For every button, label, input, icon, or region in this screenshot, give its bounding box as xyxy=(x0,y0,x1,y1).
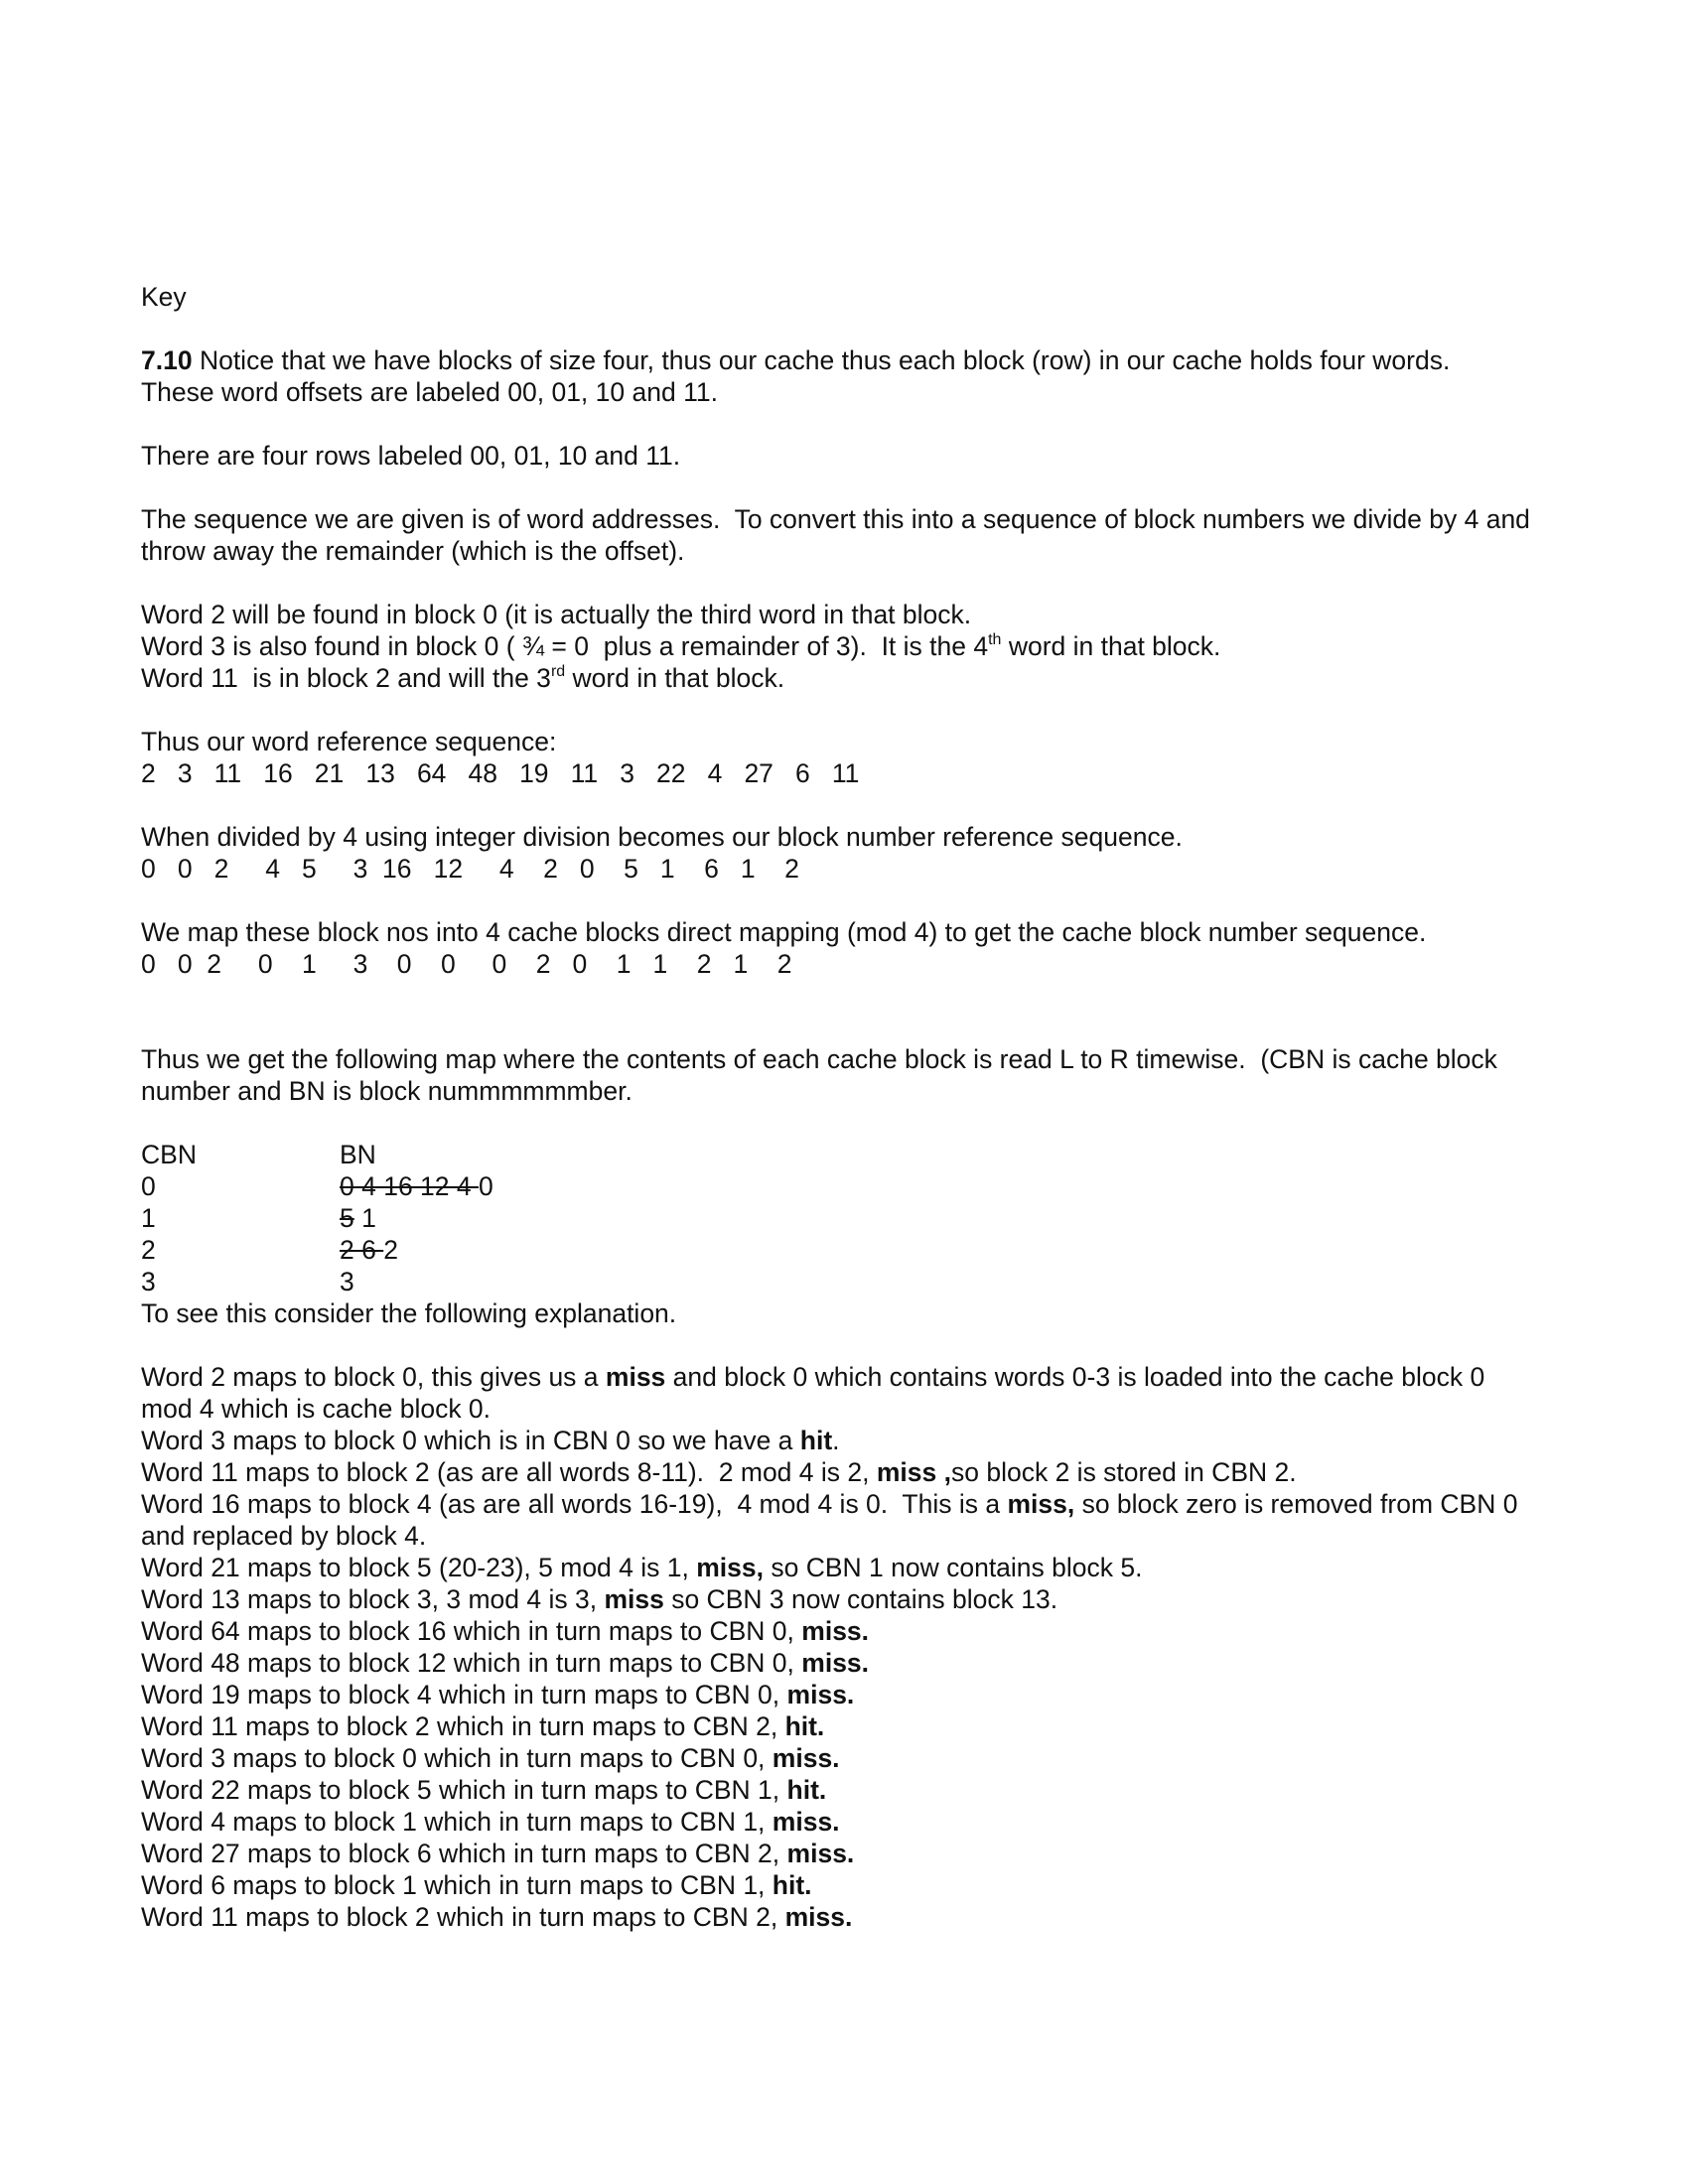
explanation-line xyxy=(141,1456,1531,1488)
map-intro: Thus we get the following map where the contents of each cache block is read L to R timewise. (CBN is cache block number and BN is block nummmmmmber. xyxy=(141,1044,1505,1106)
explanation-text-tail: so CBN 3 now contains block 13. xyxy=(663,1584,1058,1614)
word-3-example xyxy=(141,630,1531,662)
explanation-result: miss. xyxy=(772,1743,840,1773)
explanation-text: Word 13 maps to block 3, 3 mod 4 is 3, xyxy=(141,1584,605,1614)
explanation-line xyxy=(141,1425,1531,1456)
explanation-text: Word 16 maps to block 4 (as are all words 16-19), 4 mod 4 is 0. This is a xyxy=(141,1489,1008,1519)
map-row xyxy=(141,1202,1531,1234)
explanation-line xyxy=(141,1838,1531,1869)
explanation-result: hit. xyxy=(784,1711,825,1741)
rows-text: There are four rows labeled 00, 01, 10 and 11. xyxy=(141,441,681,471)
map-row-current: 3 xyxy=(340,1267,354,1297)
map-row-struck: 2 6 xyxy=(340,1235,384,1265)
map-row xyxy=(141,1170,1531,1202)
map-row xyxy=(141,1234,1531,1266)
explanation-text: Word 27 maps to block 6 which in turn maps to CBN 2, xyxy=(141,1839,787,1868)
explanation-text-tail: . xyxy=(832,1426,840,1455)
explanation-text-tail: so block zero is removed from CBN 0 and replaced by block 4. xyxy=(141,1489,1525,1551)
explanation-text-tail: and block 0 which contains words 0-3 is loaded into the cache block 0 mod 4 which is cache block 0. xyxy=(141,1362,1492,1424)
explanation-result: miss. xyxy=(772,1807,840,1837)
explanation-line xyxy=(141,1901,1531,1933)
explanation-result: hit. xyxy=(772,1870,812,1900)
explanation-result: miss. xyxy=(786,1680,855,1709)
word-2-example: Word 2 will be found in block 0 (it is actually the third word in that block. xyxy=(141,600,972,629)
explanation-text: Word 11 maps to block 2 which in turn maps to CBN 2, xyxy=(141,1711,785,1741)
map-row-bn xyxy=(340,1234,1531,1266)
map-header-cbn: CBN xyxy=(141,1140,197,1169)
explanation-line xyxy=(141,1869,1531,1901)
word-3-text-b: word in that block. xyxy=(1001,631,1221,661)
explanation-result: miss. xyxy=(784,1902,853,1932)
word-11-text-b: word in that block. xyxy=(565,663,785,693)
explanation-text: Word 22 maps to block 5 which in turn maps to CBN 1, xyxy=(141,1775,787,1805)
explanation-line xyxy=(141,1679,1531,1710)
explanation-result: miss, xyxy=(1007,1489,1075,1519)
map-row-current: 1 xyxy=(353,1203,376,1233)
map-row xyxy=(141,1266,1531,1297)
explanation-text-tail: so block 2 is stored in CBN 2. xyxy=(951,1457,1297,1487)
word-3-text-a: Word 3 is also found in block 0 ( ¾ = 0 plus a remainder of 3). It is the 4 xyxy=(141,631,989,661)
explanation-text-tail: so CBN 1 now contains block 5. xyxy=(763,1553,1143,1582)
explanation-line xyxy=(141,1488,1531,1552)
map-row-struck: 5 xyxy=(340,1203,354,1233)
explanation-line xyxy=(141,1806,1531,1838)
explanation-line xyxy=(141,1742,1531,1774)
explanation-line xyxy=(141,1552,1531,1583)
map-row-cbn: 1 xyxy=(141,1203,156,1233)
word-3-superscript: th xyxy=(988,631,1002,648)
word-ref-values: 2 3 11 16 21 13 64 48 19 11 3 22 4 27 6 11 xyxy=(141,758,860,788)
explanation-line xyxy=(141,1615,1531,1647)
explain-intro: To see this consider the following explanation. xyxy=(141,1298,677,1328)
word-11-example xyxy=(141,662,1531,694)
explanation-text: Word 11 maps to block 2 which in turn maps to CBN 2, xyxy=(141,1902,785,1932)
explanation-result: miss. xyxy=(801,1648,870,1678)
map-row-struck: 0 4 16 12 4 xyxy=(340,1171,479,1201)
explanation-result: miss. xyxy=(801,1616,870,1646)
block-ref-label: When divided by 4 using integer division becomes our block number reference sequence. xyxy=(141,822,1183,852)
heading: Key xyxy=(141,282,187,312)
cache-ref-values: 0 0 2 0 1 3 0 0 0 2 0 1 1 2 1 2 xyxy=(141,949,792,979)
explanation-text: Word 11 maps to block 2 (as are all words 8-11). 2 mod 4 is 2, xyxy=(141,1457,877,1487)
map-row-current: 0 xyxy=(478,1171,493,1201)
explanation-line xyxy=(141,1583,1531,1615)
map-row-bn xyxy=(340,1170,1531,1202)
explanation-text: Word 3 maps to block 0 which is in CBN 0 so we have a xyxy=(141,1426,800,1455)
map-row-current: 2 xyxy=(383,1235,398,1265)
explanation-result: miss. xyxy=(786,1839,855,1868)
explanation-result: miss , xyxy=(876,1457,951,1487)
explanation-result: miss xyxy=(604,1584,664,1614)
map-header xyxy=(141,1139,1531,1170)
explanation-line xyxy=(141,1647,1531,1679)
explanation-result: hit xyxy=(799,1426,833,1455)
explanation-text: Word 2 maps to block 0, this gives us a xyxy=(141,1362,606,1392)
word-11-text-a: Word 11 is in block 2 and will the 3 xyxy=(141,663,551,693)
explanation-result: hit. xyxy=(786,1775,827,1805)
explanation-line xyxy=(141,1361,1531,1425)
problem-intro-text: Notice that we have blocks of size four, thus our cache thus each block (row) in our cache holds four words. These word offsets are labeled 00, 01, 10 and 11. xyxy=(141,345,1465,407)
word-11-superscript: rd xyxy=(550,663,566,680)
explanation-result: miss xyxy=(605,1362,666,1392)
sequence-text: The sequence we are given is of word addresses. To convert this into a sequence of block numbers we divide by 4 and throw away the remainder (which is the offset). xyxy=(141,504,1538,566)
map-row-bn xyxy=(340,1266,1531,1297)
explanation-line xyxy=(141,1774,1531,1806)
map-row-cbn: 2 xyxy=(141,1235,156,1265)
document-page xyxy=(141,281,1538,1933)
explanation-text: Word 3 maps to block 0 which in turn maps to CBN 0, xyxy=(141,1743,773,1773)
explanation-line xyxy=(141,1710,1531,1742)
explanation-text: Word 21 maps to block 5 (20-23), 5 mod 4 is 1, xyxy=(141,1553,697,1582)
explanation-text: Word 48 maps to block 12 which in turn maps to CBN 0, xyxy=(141,1648,802,1678)
explanation-text: Word 4 maps to block 1 which in turn maps to CBN 1, xyxy=(141,1807,773,1837)
explanation-text: Word 6 maps to block 1 which in turn maps to CBN 1, xyxy=(141,1870,773,1900)
map-header-bn: BN xyxy=(340,1140,376,1169)
map-row-bn xyxy=(340,1202,1531,1234)
explanation-text: Word 19 maps to block 4 which in turn maps to CBN 0, xyxy=(141,1680,787,1709)
explanation-list xyxy=(141,1361,1531,1933)
explanation-result: miss, xyxy=(696,1553,764,1582)
cache-ref-label: We map these block nos into 4 cache blocks direct mapping (mod 4) to get the cache block number sequence. xyxy=(141,917,1427,947)
problem-number: 7.10 xyxy=(141,345,193,375)
explanation-text: Word 64 maps to block 16 which in turn maps to CBN 0, xyxy=(141,1616,802,1646)
problem-intro xyxy=(141,344,1531,408)
map-row-cbn: 3 xyxy=(141,1267,156,1297)
block-ref-values: 0 0 2 4 5 3 16 12 4 2 0 5 1 6 1 2 xyxy=(141,854,799,884)
map-row-cbn: 0 xyxy=(141,1171,156,1201)
word-ref-label: Thus our word reference sequence: xyxy=(141,727,557,756)
